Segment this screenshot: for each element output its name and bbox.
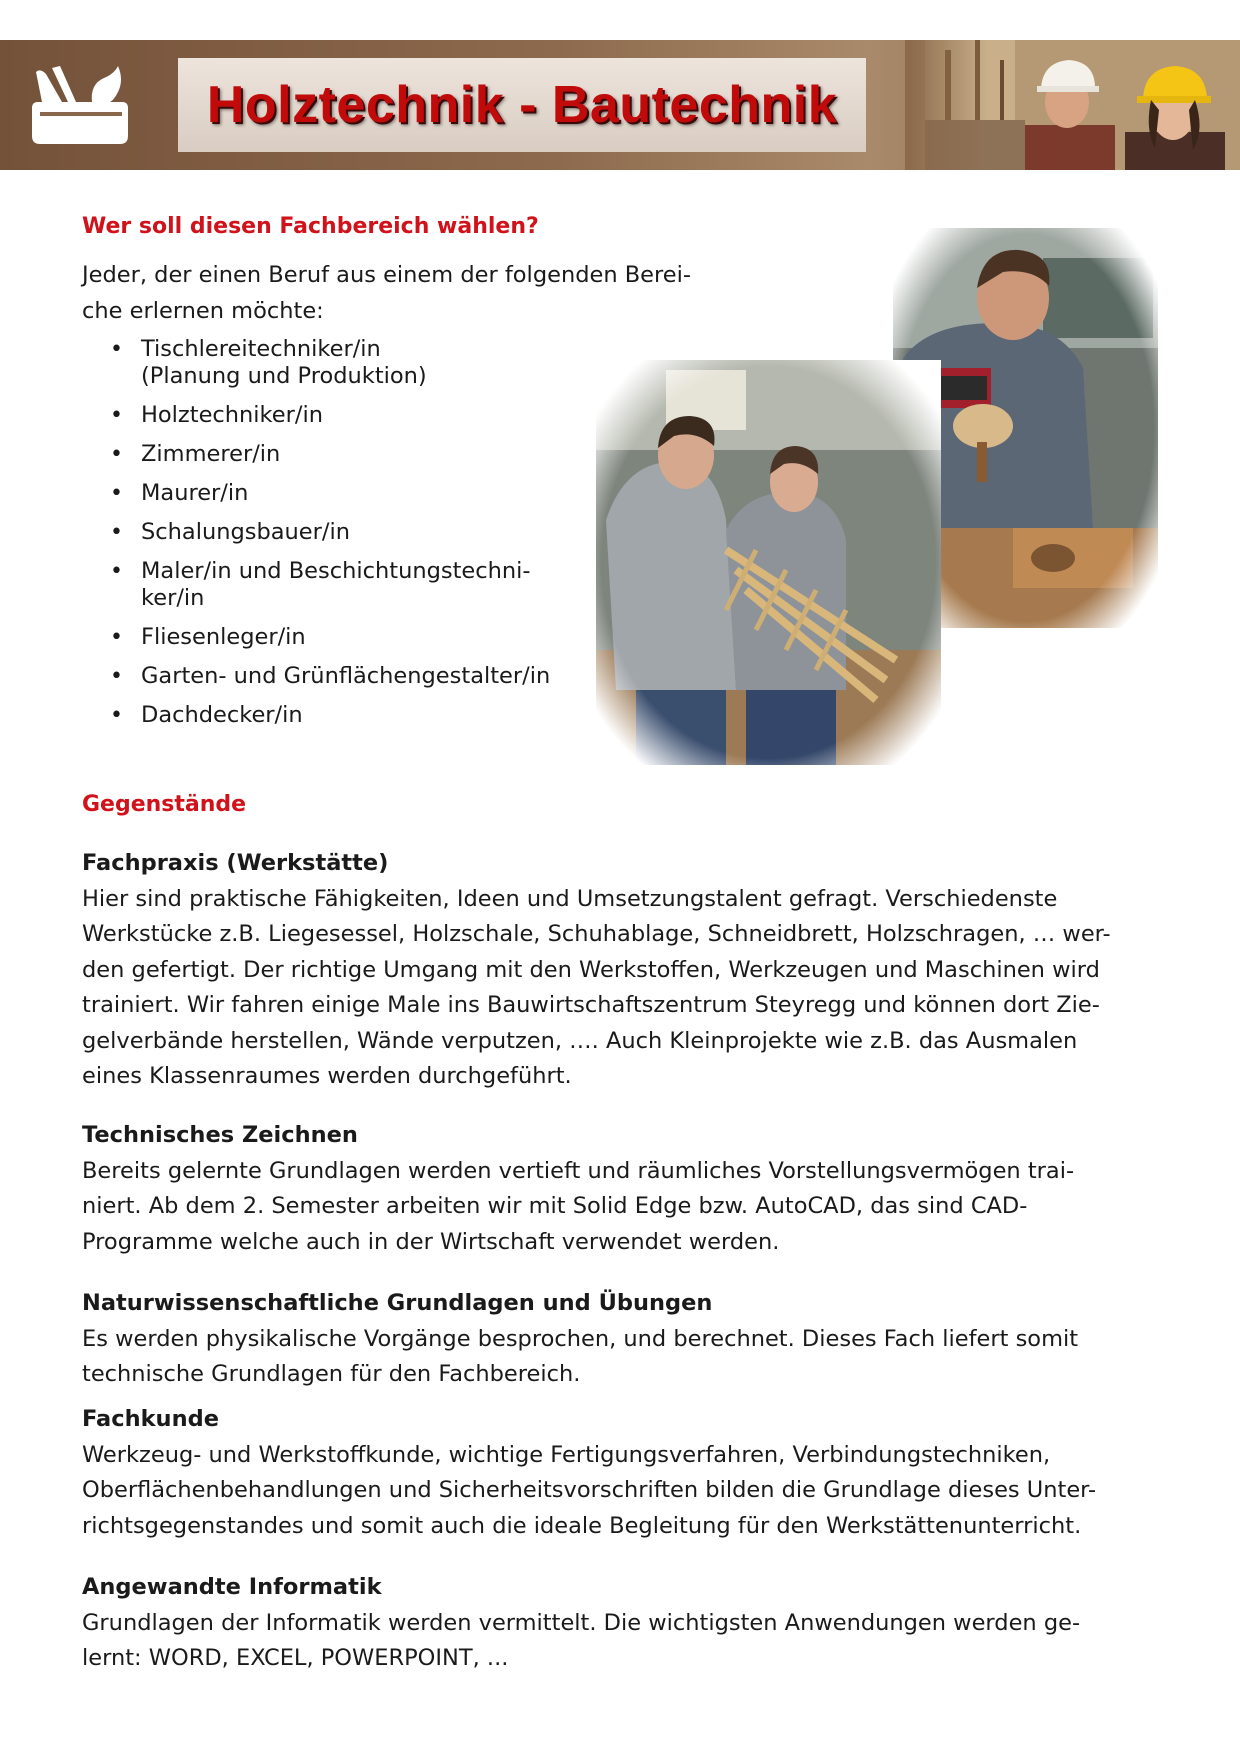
section-heading-subjects: Gegenstände	[82, 792, 247, 817]
title-box	[178, 58, 866, 152]
subject-line: technische Grundlagen für den Fachbereich.	[82, 1361, 581, 1387]
occupation-label-cont: ker/in	[141, 585, 205, 611]
list-item	[82, 480, 602, 507]
subject-line: richtsgegenstandes und somit auch die ideale Begleitung für den Werkstättenunterricht.	[82, 1512, 1082, 1539]
subject-line: Werkstücke z.B. Liegesessel, Holzschale, Schuhablage, Schneidbrett, Holzschragen, … wer-	[82, 921, 1111, 947]
occupation-label: Tischlereitechniker/in	[141, 336, 381, 362]
subject-line: Bereits gelernte Grundlagen werden vertieft und räumliches Vorstellungsvermögen trai-	[82, 1157, 1075, 1184]
intro-text	[82, 257, 732, 329]
subject-title: Technisches Zeichnen	[82, 1122, 358, 1148]
subject-line: den gefertigt. Der richtige Umgang mit den Werkstoffen, Werkzeugen und Maschinen wird	[82, 956, 1100, 983]
occupation-list	[82, 336, 602, 741]
subject-line: Grundlagen der Informatik werden vermittelt. Die wichtigsten Anwendungen werden ge-	[82, 1609, 1081, 1636]
subject-block	[82, 1118, 1162, 1260]
list-item	[82, 336, 602, 390]
occupation-label: Maler/in und Beschichtungstechni-	[141, 558, 531, 584]
page-title: Holztechnik - Bautechnik	[206, 76, 838, 134]
list-item	[82, 624, 602, 651]
occupation-label: Holztechniker/in	[141, 402, 323, 428]
subject-title: Naturwissenschaftliche Grundlagen und Übungen	[82, 1290, 713, 1316]
subject-title: Angewandte Informatik	[82, 1574, 382, 1600]
subject-line: gelverbände herstellen, Wände verputzen, …. Auch Kleinprojekte wie z.B. das Ausmalen	[82, 1027, 1078, 1054]
occupation-label: Dachdecker/in	[141, 702, 303, 728]
subject-block	[82, 1402, 1162, 1544]
list-item	[82, 663, 602, 690]
list-item	[82, 402, 602, 429]
subject-line: Werkzeug- und Werkstoffkunde, wichtige Fertigungsverfahren, Verbindungstechniken,	[82, 1441, 1051, 1468]
subject-block	[82, 846, 1162, 1095]
workers-photo	[905, 40, 1240, 170]
list-item	[82, 702, 602, 729]
subject-line: trainiert. Wir fahren einige Male ins Bauwirtschaftszentrum Steyregg und können dort Zie-	[82, 992, 1100, 1018]
wood-plane-icon	[26, 62, 132, 146]
subject-title: Fachkunde	[82, 1406, 219, 1432]
occupation-label: Zimmerer/in	[141, 441, 281, 467]
subject-line: Hier sind praktische Fähigkeiten, Ideen und Umsetzungstalent gefragt. Verschiedenste	[82, 885, 1058, 912]
section-heading-who: Wer soll diesen Fachbereich wählen?	[82, 214, 539, 239]
intro-line: che erlernen möchte:	[82, 298, 324, 324]
students-building-chair-photo	[596, 360, 941, 765]
occupation-label-cont: (Planung und Produktion)	[141, 363, 427, 389]
list-item	[82, 558, 602, 612]
intro-line: Jeder, der einen Beruf aus einem der folgenden Berei-	[82, 262, 691, 288]
list-item	[82, 519, 602, 546]
subject-block	[82, 1570, 1162, 1677]
subject-line: Es werden physikalische Vorgänge besprochen, und berechnet. Dieses Fach liefert somit	[82, 1325, 1079, 1352]
subject-line: eines Klassenraumes werden durchgeführt.	[82, 1063, 572, 1089]
subject-title: Fachpraxis (Werkstätte)	[82, 850, 389, 876]
occupation-label: Fliesenleger/in	[141, 624, 306, 650]
header-banner	[0, 40, 1240, 170]
occupation-label: Maurer/in	[141, 480, 249, 506]
subject-line: lernt: WORD, EXCEL, POWERPOINT, ...	[82, 1645, 509, 1671]
subject-line: Oberflächenbehandlungen und Sicherheitsvorschriften bilden die Grundlage dieses Unter-	[82, 1477, 1097, 1503]
list-item	[82, 441, 602, 468]
subject-line: Programme welche auch in der Wirtschaft verwendet werden.	[82, 1228, 780, 1255]
occupation-label: Schalungsbauer/in	[141, 519, 350, 545]
occupation-label: Garten- und Grünflächengestalter/in	[141, 663, 551, 689]
subject-block	[82, 1286, 1162, 1393]
subject-line: niert. Ab dem 2. Semester arbeiten wir mit Solid Edge bzw. AutoCAD, das sind CAD-	[82, 1193, 1028, 1219]
